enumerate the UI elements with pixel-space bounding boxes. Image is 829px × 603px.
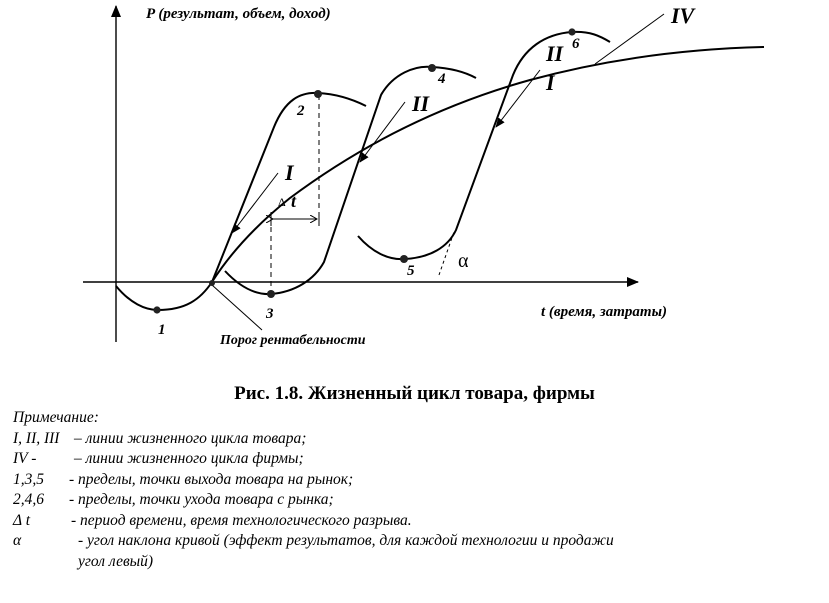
label-alpha: α	[458, 250, 469, 272]
note-key: Δ t	[13, 511, 30, 529]
note-text: – линии жизненного цикла фирмы;	[74, 450, 304, 467]
point-4-marker	[428, 64, 436, 72]
note-key: α	[13, 532, 22, 549]
leader-curve-ii	[360, 102, 405, 162]
point-1-label: 1	[158, 322, 166, 338]
note-text: - период времени, время технологического разрыва.	[71, 511, 412, 529]
y-axis-label: P (результат, объем, доход)	[146, 6, 331, 22]
x-axis-label: t (время, затраты)	[541, 304, 667, 320]
point-2-marker	[314, 90, 322, 98]
note-key: IV -	[13, 450, 37, 467]
point-3-marker	[267, 290, 275, 298]
point-5-marker	[400, 255, 408, 263]
point-3-label: 3	[266, 306, 274, 322]
label-curve-i-third: I	[546, 70, 555, 95]
point-6-label: 6	[572, 36, 580, 52]
point-1-marker	[153, 306, 160, 313]
note-key: I, II, III	[13, 429, 60, 447]
point-4-label: 4	[438, 71, 446, 87]
notes-title-text: Примечание:	[13, 409, 99, 426]
curve-ii-product	[225, 67, 476, 294]
alpha-dashed-line	[439, 232, 454, 275]
note-text: - пределы, точки ухода товара с рынка;	[69, 491, 334, 508]
note-key: 1,3,5	[13, 470, 44, 488]
delta-t-label: t	[291, 191, 297, 211]
note-text: - пределы, точки выхода товара на рынок;	[69, 470, 354, 488]
threshold-point	[209, 280, 215, 286]
point-2-label: 2	[297, 103, 305, 119]
note-text: – линии жизненного цикла товара;	[74, 429, 307, 447]
curve-iii-product	[358, 32, 610, 259]
leader-curve-iii-i	[496, 70, 540, 127]
curve-i-product	[116, 93, 366, 310]
label-curve-ii-second: II	[412, 91, 430, 116]
curve-iv-firm	[212, 47, 764, 282]
label-curve-ii-third: II	[546, 41, 564, 66]
note-text: угол левый)	[78, 552, 154, 570]
point-5-label: 5	[407, 263, 415, 279]
label-curve-iv: IV	[671, 3, 695, 28]
note-key: 2,4,6	[13, 491, 44, 508]
delta-symbol: Δ	[278, 195, 286, 209]
threshold-label: Порог рентабельности	[220, 333, 366, 348]
label-curve-i-first: I	[285, 160, 294, 185]
figure-caption: Рис. 1.8. Жизненный цикл товара, фирмы	[234, 383, 595, 404]
note-text: - угол наклона кривой (эффект результатов, для каждой технологии и продажи	[78, 532, 614, 549]
point-6-marker	[568, 28, 575, 35]
